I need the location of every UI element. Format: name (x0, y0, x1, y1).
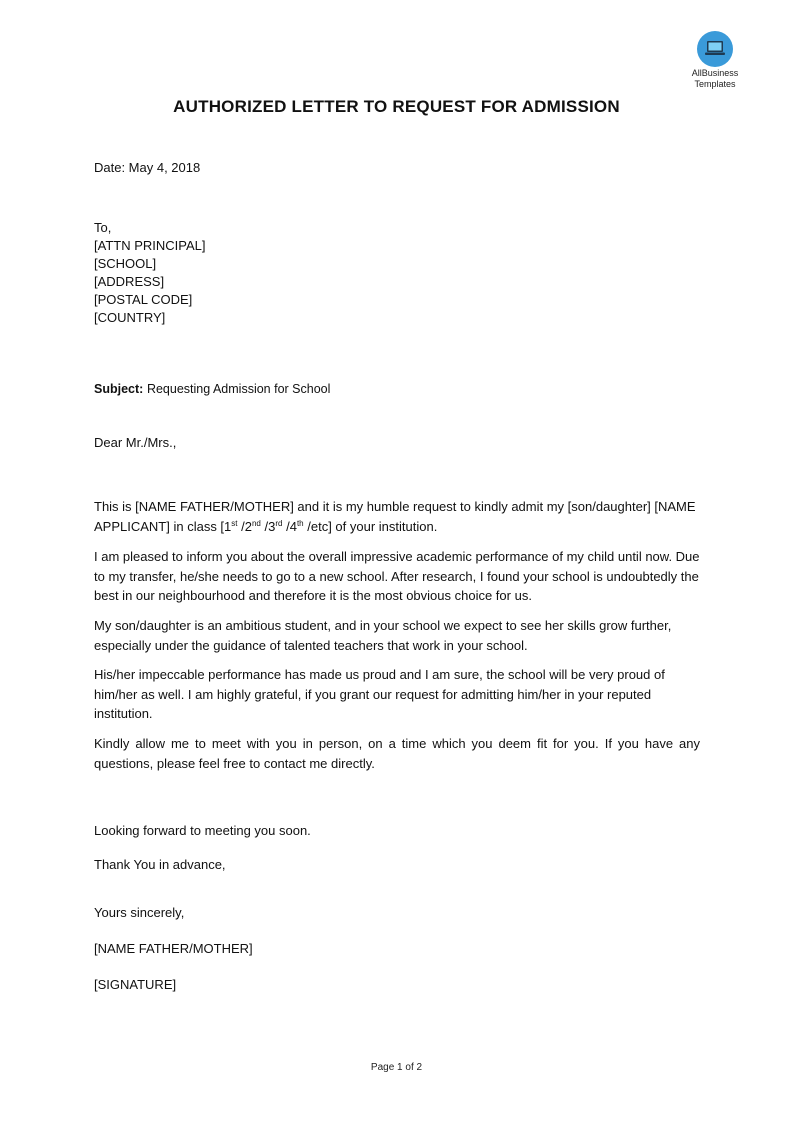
logo-brand-line2: Templates (694, 79, 736, 89)
intro-paragraph (94, 497, 700, 536)
date-line: Date: May 4, 2018 (94, 160, 201, 175)
intro-text-2: /2 (237, 518, 252, 534)
address-country: [COUNTRY] (94, 310, 166, 325)
intro-text-5: /etc] of your institution. (303, 518, 438, 534)
paragraph-meeting: Kindly allow me to meet with you in person, on a time which you deem fit for you. If you have any questions, please feel free to contact me directly. (94, 736, 700, 771)
subject-text: Requesting Admission for School (146, 382, 331, 396)
address-to: To, (94, 220, 112, 235)
intro-sup-2: nd (251, 518, 261, 528)
page-number: Page 1 of 2 (370, 1062, 423, 1073)
intro-text-1: This is [NAME FATHER/MOTHER] and it is my humble request to kindly admit my [son/daughter] [NAME APPLICANT] in class [1 (94, 499, 696, 534)
intro-text-3: /3 (260, 518, 276, 534)
allbusiness-logo (684, 31, 746, 89)
paragraph-performance: I am pleased to inform you about the overall impressive academic performance of my child until now. Due to my transfer, he/she needs to go to a new school. After research, I found your school is undoubtedly the best in our neighbourhood and therefore it is the most obvious choice for us. (94, 549, 700, 603)
salutation: Dear Mr./Mrs., (94, 435, 177, 450)
intro-sup-1: st (231, 518, 238, 528)
subject-label: Subject: (94, 382, 144, 396)
laptop-icon (697, 31, 733, 67)
subject-line (94, 380, 330, 398)
paragraph-ambitious: My son/daughter is an ambitious student, and in your school we expect to see her skills grow further, especially under the guidance of talented teachers that work in your school. (94, 618, 672, 653)
intro-sup-3: rd (275, 518, 283, 528)
closing-signature: [SIGNATURE] (94, 977, 177, 992)
paragraph-impeccable: His/her impeccable performance has made us proud and I am sure, the school will be very proud of him/her as well. I am highly grateful, if you grant our request for admitting him/her in your reputed institution. (94, 667, 665, 721)
address-postal-code: [POSTAL CODE] (94, 292, 193, 307)
logo-brand-line1: AllBusiness (691, 68, 739, 78)
closing-thank-you: Thank You in advance, (94, 857, 226, 872)
closing-yours-sincerely: Yours sincerely, (94, 905, 185, 920)
intro-sup-4: th (296, 518, 304, 528)
closing-looking-forward: Looking forward to meeting you soon. (94, 823, 311, 838)
address-school: [SCHOOL] (94, 256, 157, 271)
intro-text-4: /4 (282, 518, 297, 534)
address-street: [ADDRESS] (94, 274, 165, 289)
page-title: AUTHORIZED LETTER TO REQUEST FOR ADMISSION (173, 97, 620, 116)
closing-name: [NAME FATHER/MOTHER] (94, 941, 253, 956)
address-attn: [ATTN PRINCIPAL] (94, 238, 206, 253)
